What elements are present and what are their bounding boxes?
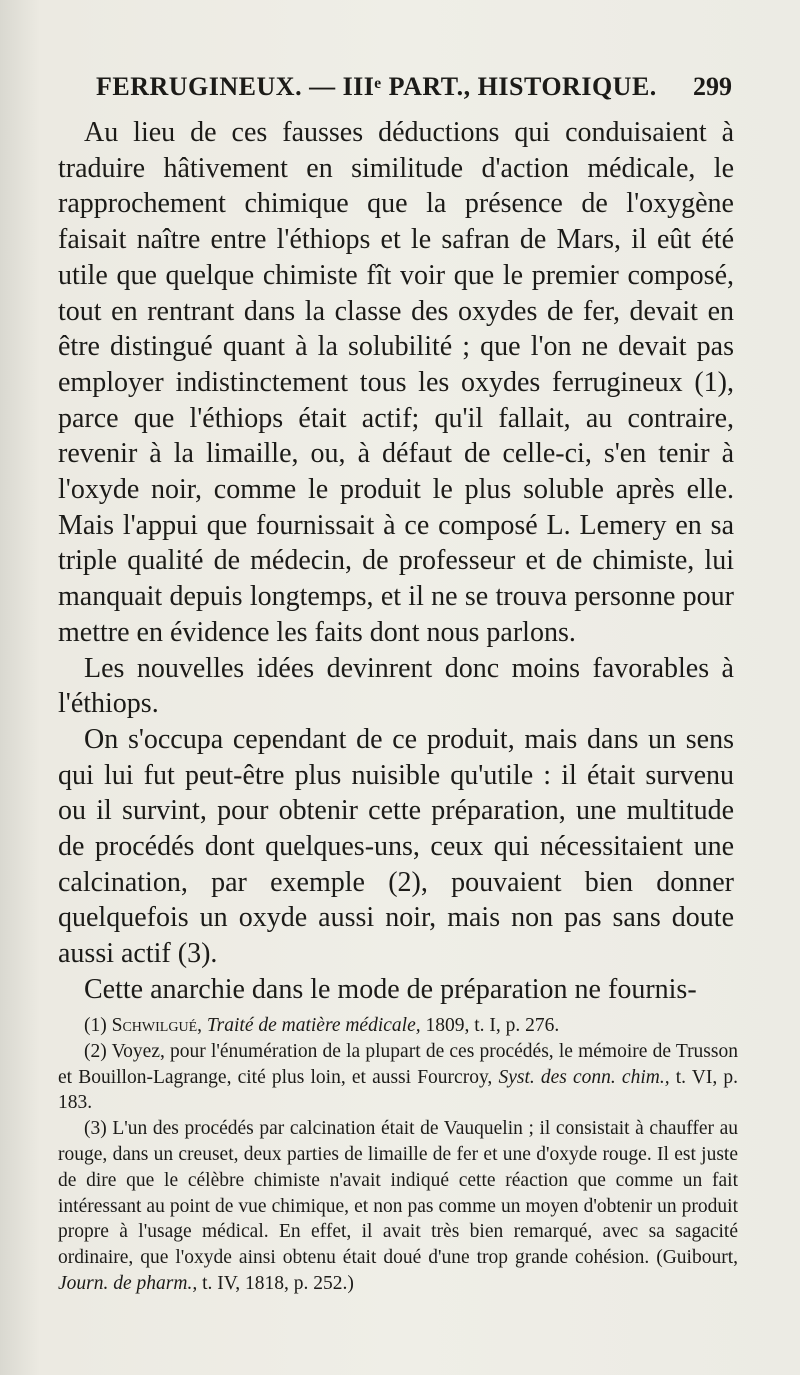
footnote-title: Syst. des conn. chim.,: [498, 1066, 670, 1088]
footnote-2: [58, 1039, 738, 1116]
footnote-title: Journ. de pharm.,: [58, 1272, 198, 1294]
footnote-reference: t. VI, p. 183.: [58, 1066, 739, 1114]
footnote-reference: 1809, t. I, p. 276.: [425, 1015, 560, 1036]
footnote-number: (2): [84, 1040, 107, 1062]
footnote-text: Voyez, pour l'énumération de la plupart de ces procédés, le mémoire de Trusson et Bouillon-Lagrange, cité plus loin, et aussi Fourcroy,: [58, 1040, 738, 1088]
footnote-author: Schwilgué,: [111, 1015, 202, 1036]
paragraph: Cette anarchie dans le mode de préparation ne fournis-: [84, 973, 697, 1005]
footnote-3: [58, 1116, 738, 1297]
footnotes: [58, 1013, 738, 1297]
paragraph: Les nouvelles idées devinrent donc moins favorables à l'éthiops.: [58, 652, 734, 720]
running-head: [96, 72, 732, 112]
running-head-title: FERRUGINEUX. — IIIᵉ PART., HISTORIQUE.: [96, 72, 657, 101]
paragraph: Au lieu de ces fausses déductions qui conduisaient à traduire hâtivement en similitude d'action médicale, le rapprochement chimique que la présence de l'oxygène faisait naître entre l'éthiops et le safran de Mars, il eût été utile que quelque chimiste fît voir que le premier composé, tout en rentrant dans la classe des oxydes de fer, devait en être distingué quant à la solubilité ; que l'on ne devait pas employer indistinctement tous les oxydes ferrugineux (1), parce que l'éthiops était actif; qu'il fallait, au contraire, revenir à la limaille, ou, à défaut de celle-ci, s'en tenir à l'oxyde noir, comme le produit le plus soluble après elle. Mais l'appui que fournissait à ce composé L. Lemery en sa triple qualité de médecin, de professeur et de chimiste, lui manquait depuis longtemps, et il ne se trouva personne pour mettre en évidence les faits dont nous parlons.: [58, 117, 734, 648]
main-text: [58, 115, 734, 1008]
footnote-number: (1): [84, 1015, 107, 1036]
page-number: 299: [693, 72, 732, 101]
footnote-number: (3): [84, 1118, 107, 1140]
footnote-title: Traité de matière médicale,: [206, 1015, 421, 1036]
footnote-reference: t. IV, 1818, p. 252.): [202, 1272, 354, 1294]
paragraph: On s'occupa cependant de ce produit, mais dans un sens qui lui fut peut-être plus nuisible qu'utile : il était survenu ou il survint, pour obtenir cette préparation, une multitude de procédés dont quelques-uns, ceux qui nécessitaient une calcination, par exemple (2), pouvaient bien donner quelquefois un oxyde aussi noir, mais non pas sans doute aussi actif (3).: [58, 723, 734, 970]
footnote-text: L'un des procédés par calcination était de Vauquelin ; il consistait à chauffer au rouge, dans un creuset, deux parties de limaille de fer et une d'oxyde rouge. Il est juste de dire que le célèbre chimiste n'avait indiqué cette réaction que comme un fait intéressant au point de vue chimique, et non pas comme un moyen d'obtenir un produit propre à l'usage médical. En effet, il avait très bien remarqué, avec sa sagacité ordinaire, que l'oxyde ainsi obtenu était doué d'une trop grande cohésion. (Guibourt,: [58, 1118, 739, 1269]
footnote-1: [58, 1013, 738, 1039]
